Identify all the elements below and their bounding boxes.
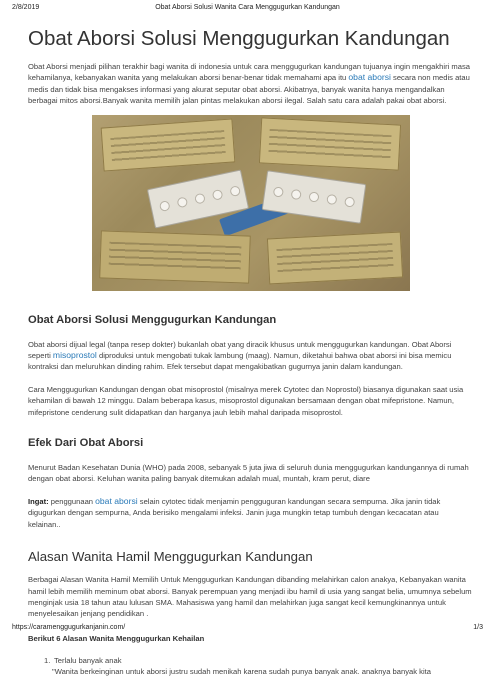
section-heading-efek: Efek Dari Obat Aborsi xyxy=(28,437,144,450)
section-heading-alasan: Alasan Wanita Hamil Menggugurkan Kandungan xyxy=(28,549,313,565)
print-header xyxy=(12,4,483,16)
page-number: 1/3 xyxy=(473,624,483,631)
section-heading-solusi: Obat Aborsi Solusi Menggugurkan Kandungan xyxy=(28,313,277,326)
reasons-list xyxy=(44,655,473,678)
list-item-label: Terlalu banyak anak xyxy=(53,655,122,665)
section2-note xyxy=(28,496,473,530)
medicine-photo xyxy=(92,115,410,291)
intro-text-before: Obat Aborsi menjadi pilihan terakhir bagi wanita di indonesia untuk cara menggugurkan kandungan tujuanya ingin mengakhiri masa kehamilanya, kebanyakan wanita yang melakukan aborsi benar-benar tidak memahami apa itu xyxy=(28,62,470,83)
article xyxy=(28,26,473,678)
section1-text-before: Obat aborsi dijual legal (tanpa resep dokter) bukanlah obat yang diracik khusus untuk menggugurkan kandungan. Obat Aborsi seperti xyxy=(28,339,452,361)
page-title: Obat Aborsi Solusi Menggugurkan Kandungan xyxy=(28,27,450,50)
medicine-box xyxy=(99,230,251,283)
page-url: https://caramenggugurkanjanin.com/ xyxy=(12,624,126,631)
section1-paragraph-2: Cara Menggugurkan Kandungan dengan obat misoprostol (misalnya merek Cytotec dan Noprostol) biasanya digunakan saat usia kehamilan di bawah 12 minggu. Dalam beberapa kasus, misoprostol digunakan bersamaan dengan obat mifepristone. Namun, mifepristone cenderung sulit didapatkan dan harganya jauh lebih mahal daripada misoprostol. xyxy=(28,384,464,417)
section3-paragraph-1: Berbagai Alasan Wanita Hamil Memilih Untuk Menggugurkan Kandungan dibanding melahirkan calon anakya, Kebanyakan wanita hamil lebih memilih meminum obat aborsi. Banyak perempuan yang menjadi ibu hamil di usia yang sangat belia, umumnya sebelum menginjak usia 18 tahun atau lulusan SMA. Mahasiswa yang hamil dan melahirkan juga sangat kecil kemungkinannya untuk menyelesaikan jenjang pendidikan . xyxy=(28,575,472,619)
note-label: Ingat: xyxy=(28,496,49,506)
reasons-subheading: Berikut 6 Alasan Wanita Menggugurkan Kehailan xyxy=(28,633,205,643)
medicine-box xyxy=(258,117,400,170)
obat-aborsi-note-link[interactable]: obat aborsi xyxy=(95,495,138,506)
medicine-box xyxy=(266,231,402,284)
print-title: Obat Aborsi Solusi Wanita Cara Menggugurkan Kandungan xyxy=(155,4,340,11)
print-date: 2/8/2019 xyxy=(12,4,40,11)
list-item-number: 1. xyxy=(44,655,51,665)
intro-text-after: secara non medis atau medis dan tidak bisa mengakses informasi yang akurat seputar obat aborsi. Akibatnya, banyak wanita hanya mengandalkan berbagai mitos aborsi.Banyak wanita memilih jalan pintas melakukan aborsi ilegal. Salah satu cara adalah pakai obat aborsi. xyxy=(28,73,470,106)
intro-paragraph xyxy=(28,61,473,107)
print-footer xyxy=(12,624,483,634)
section2-paragraph-1: Menurut Badan Kesehatan Dunia (WHO) pada 2008, sebanyak 5 juta jiwa di seluruh dunia menggugurkan kandungannya di rumah dengan obat aborsi. Keluhan wanita paling banyak ditemukan adalah mual, muntah, kram perut, diare xyxy=(28,463,469,484)
list-item xyxy=(44,655,473,678)
note-text-before: penggunaan xyxy=(48,496,96,506)
section1-paragraph-1 xyxy=(28,339,473,373)
list-item-quote: "Wanita berkeinginan untuk aborsi justru sudah menikah karena sudah punya banyak anak. anaknya banyak kita xyxy=(52,667,431,677)
misoprostol-link[interactable]: misoprostol xyxy=(52,350,97,361)
note-text-after: selain cytotec tidak menjamin pengguguran kandungan secara sempurna. Jika janin tidak digugurkan dengan sempurna, Anda berisiko mengalami infeksi. Janin juga mungkin tetap tumbuh dengan kecacatan atau kelainan.. xyxy=(28,496,441,529)
section1-text-after: diproduksi untuk mengobati tukak lambung (maag). Namun, diketahui bahwa obat aborsi ini bisa memicu kontraksi dan meluruhkan dinding rahim. Efek tersebut dapat mengakibatkan gugurnya janin dalam kandungan. xyxy=(28,351,452,372)
obat-aborsi-link[interactable]: obat aborsi xyxy=(348,72,391,83)
medicine-box xyxy=(100,118,235,171)
